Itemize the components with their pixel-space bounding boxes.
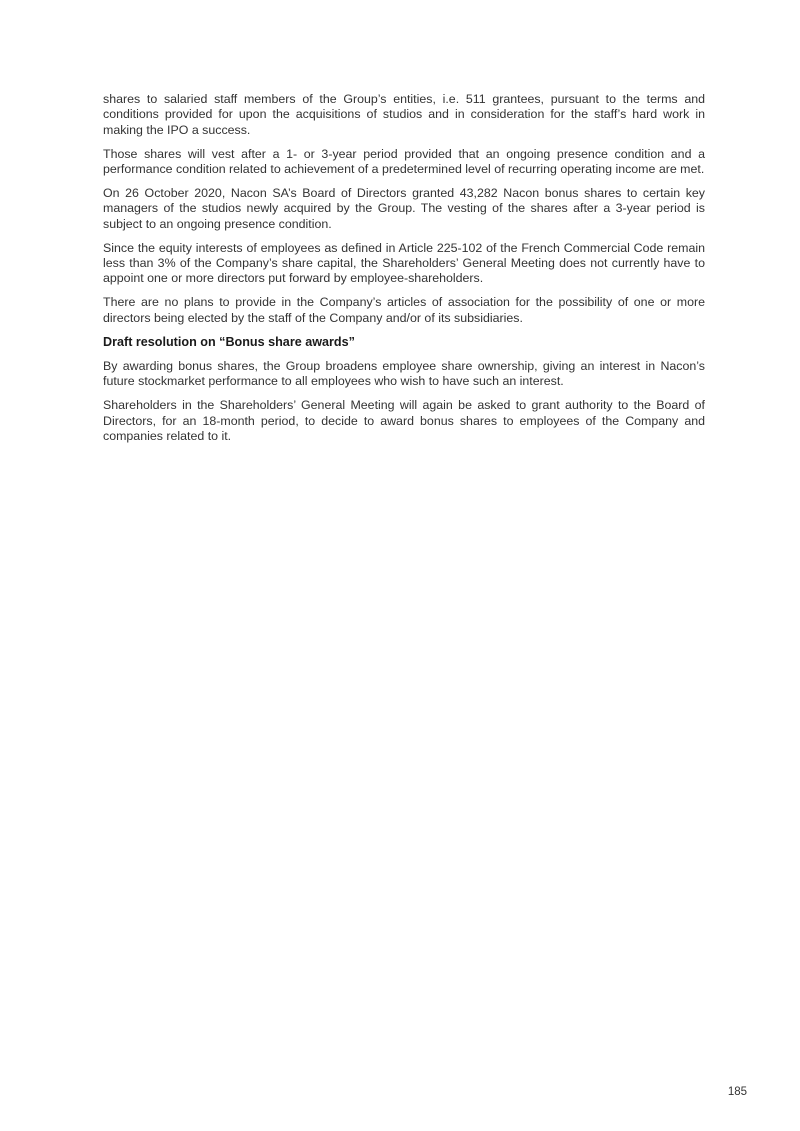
- section-heading-draft-resolution: Draft resolution on “Bonus share awards”: [103, 334, 355, 349]
- paragraph-shareholders-meeting: Shareholders in the Shareholders’ General Meeting will again be asked to grant authority to the Board of Directors, for an 18-month period, to decide to award bonus shares to employees of the Company and companies related to it.: [103, 398, 705, 443]
- paragraph-awarding-bonus-shares: By awarding bonus shares, the Group broadens employee share ownership, giving an interest in Nacon’s future stockmarket performance to all employees who wish to have such an interest.: [103, 358, 705, 389]
- paragraph-no-plans: There are no plans to provide in the Company’s articles of association for the possibility of one or more directors being elected by the staff of the Company and/or of its subsidiaries.: [103, 295, 705, 325]
- page-content: [103, 92, 705, 453]
- paragraph-vesting-conditions: Those shares will vest after a 1- or 3-year period provided that an ongoing presence condition and a performance condition related to achievement of a predetermined level of recurring operating income are met.: [103, 146, 705, 176]
- page-number: 185: [727, 1086, 747, 1098]
- paragraph-equity-interests: Since the equity interests of employees as defined in Article 225-102 of the French Commercial Code remain less than 3% of the Company’s share capital, the Shareholders’ General Meeting does not currently have to appoint one or more directors put forward by employee-shareholders.: [103, 240, 705, 286]
- paragraph-shares-grantees: shares to salaried staff members of the Group’s entities, i.e. 511 grantees, pursuant to the terms and conditions provided for upon the acquisitions of studios and in consideration for the staff’s hard work in making the IPO a success.: [103, 92, 705, 137]
- paragraph-board-grant: On 26 October 2020, Nacon SA’s Board of Directors granted 43,282 Nacon bonus shares to certain key managers of the studios newly acquired by the Group. The vesting of the shares after a 3-year period is subject to an ongoing presence condition.: [103, 186, 705, 231]
